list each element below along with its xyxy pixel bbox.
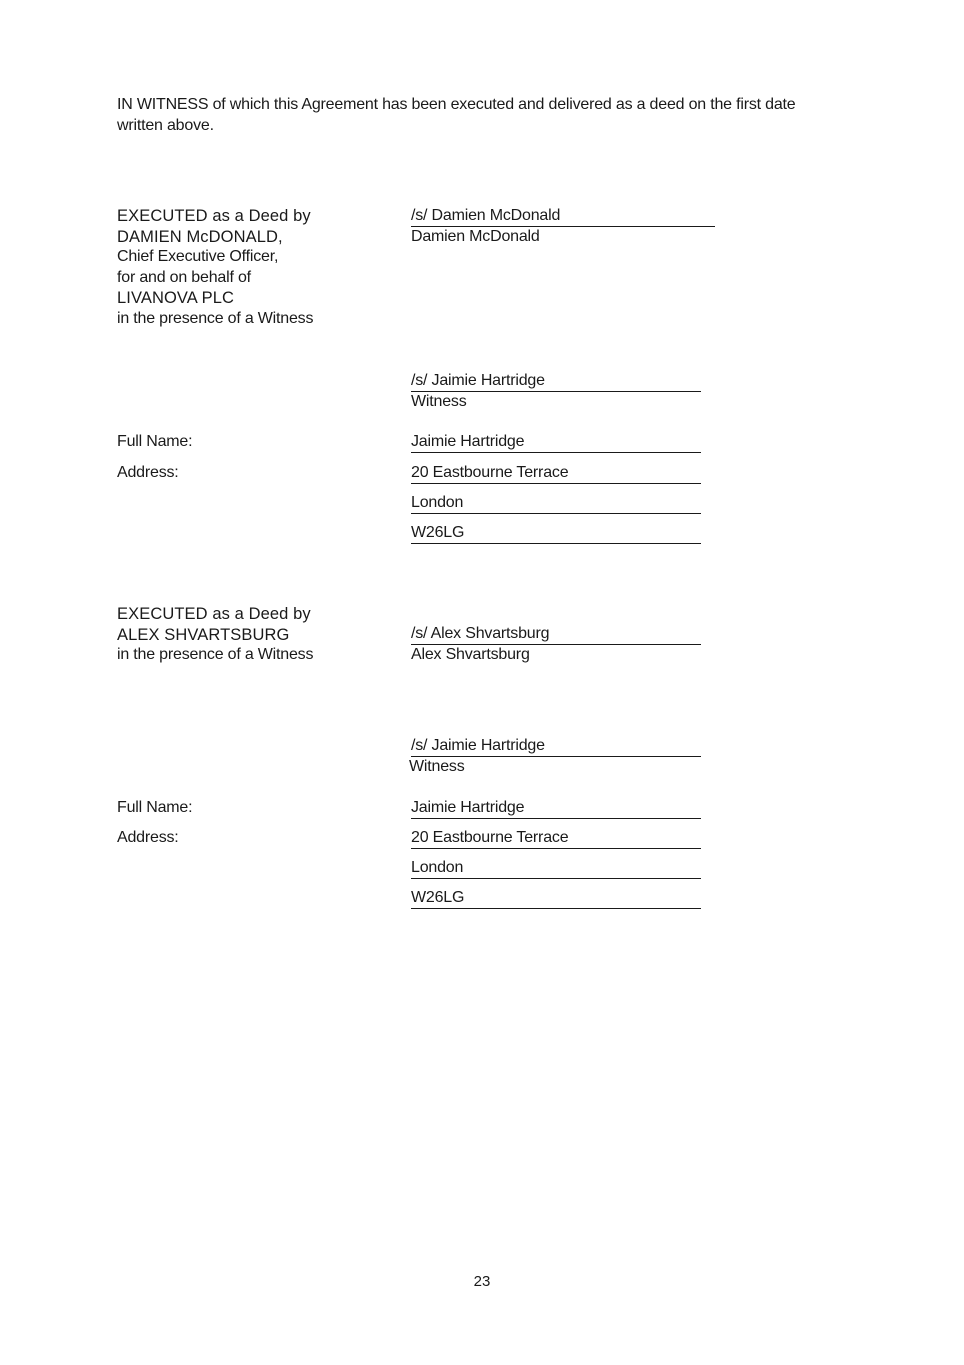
signatory-caps-name: DAMIEN McDONALD,: [117, 227, 283, 246]
witness-signature-line-2: /s/ Jaimie Hartridge: [411, 736, 701, 757]
intro-paragraph: IN WITNESS of which this Agreement has been executed and delivered as a deed on the first date written above.: [117, 96, 796, 134]
address-line-1-1: 20 Eastbourne Terrace: [411, 463, 701, 484]
address-line-2-1: 20 Eastbourne Terrace: [411, 828, 701, 849]
witness-signature-line-1: /s/ Jaimie Hartridge: [411, 371, 701, 392]
full-name-value-2: Jaimie Hartridge: [411, 798, 701, 819]
page-number: 23: [473, 1273, 491, 1290]
full-name-value-1: Jaimie Hartridge: [411, 432, 701, 453]
signature-line-alex: /s/ Alex Shvartsburg: [411, 624, 701, 645]
execution-clause-2: [117, 604, 313, 666]
address-line-2-2: London: [411, 858, 701, 879]
address-line-1-3: W26LG: [411, 523, 701, 544]
address-line-2-3: W26LG: [411, 888, 701, 909]
full-name-label-2: Full Name:: [117, 799, 193, 816]
presence-line: in the presence of a Witness: [117, 646, 314, 664]
signatory-title: Chief Executive Officer,: [117, 248, 279, 266]
presence-line: in the presence of a Witness: [117, 309, 314, 327]
signature-line-damien: /s/ Damien McDonald: [411, 206, 715, 227]
executed-line: EXECUTED as a Deed by: [117, 207, 311, 225]
signatory-name-alex: Alex Shvartsburg: [411, 646, 530, 663]
signatory-caps-name: ALEX SHVARTSBURG: [117, 625, 290, 644]
address-label-2: Address:: [117, 829, 179, 846]
executed-line: EXECUTED as a Deed by: [117, 605, 311, 623]
on-behalf-line: for and on behalf of: [117, 268, 251, 286]
company-name: LIVANOVA PLC: [117, 289, 235, 308]
full-name-label-1: Full Name:: [117, 433, 193, 450]
witness-label-2: Witness: [409, 758, 465, 775]
witness-label-1: Witness: [411, 393, 467, 410]
address-label-1: Address:: [117, 464, 179, 481]
address-line-1-2: London: [411, 493, 701, 514]
signatory-name-damien: Damien McDonald: [411, 228, 540, 245]
execution-clause-1: [117, 206, 313, 330]
